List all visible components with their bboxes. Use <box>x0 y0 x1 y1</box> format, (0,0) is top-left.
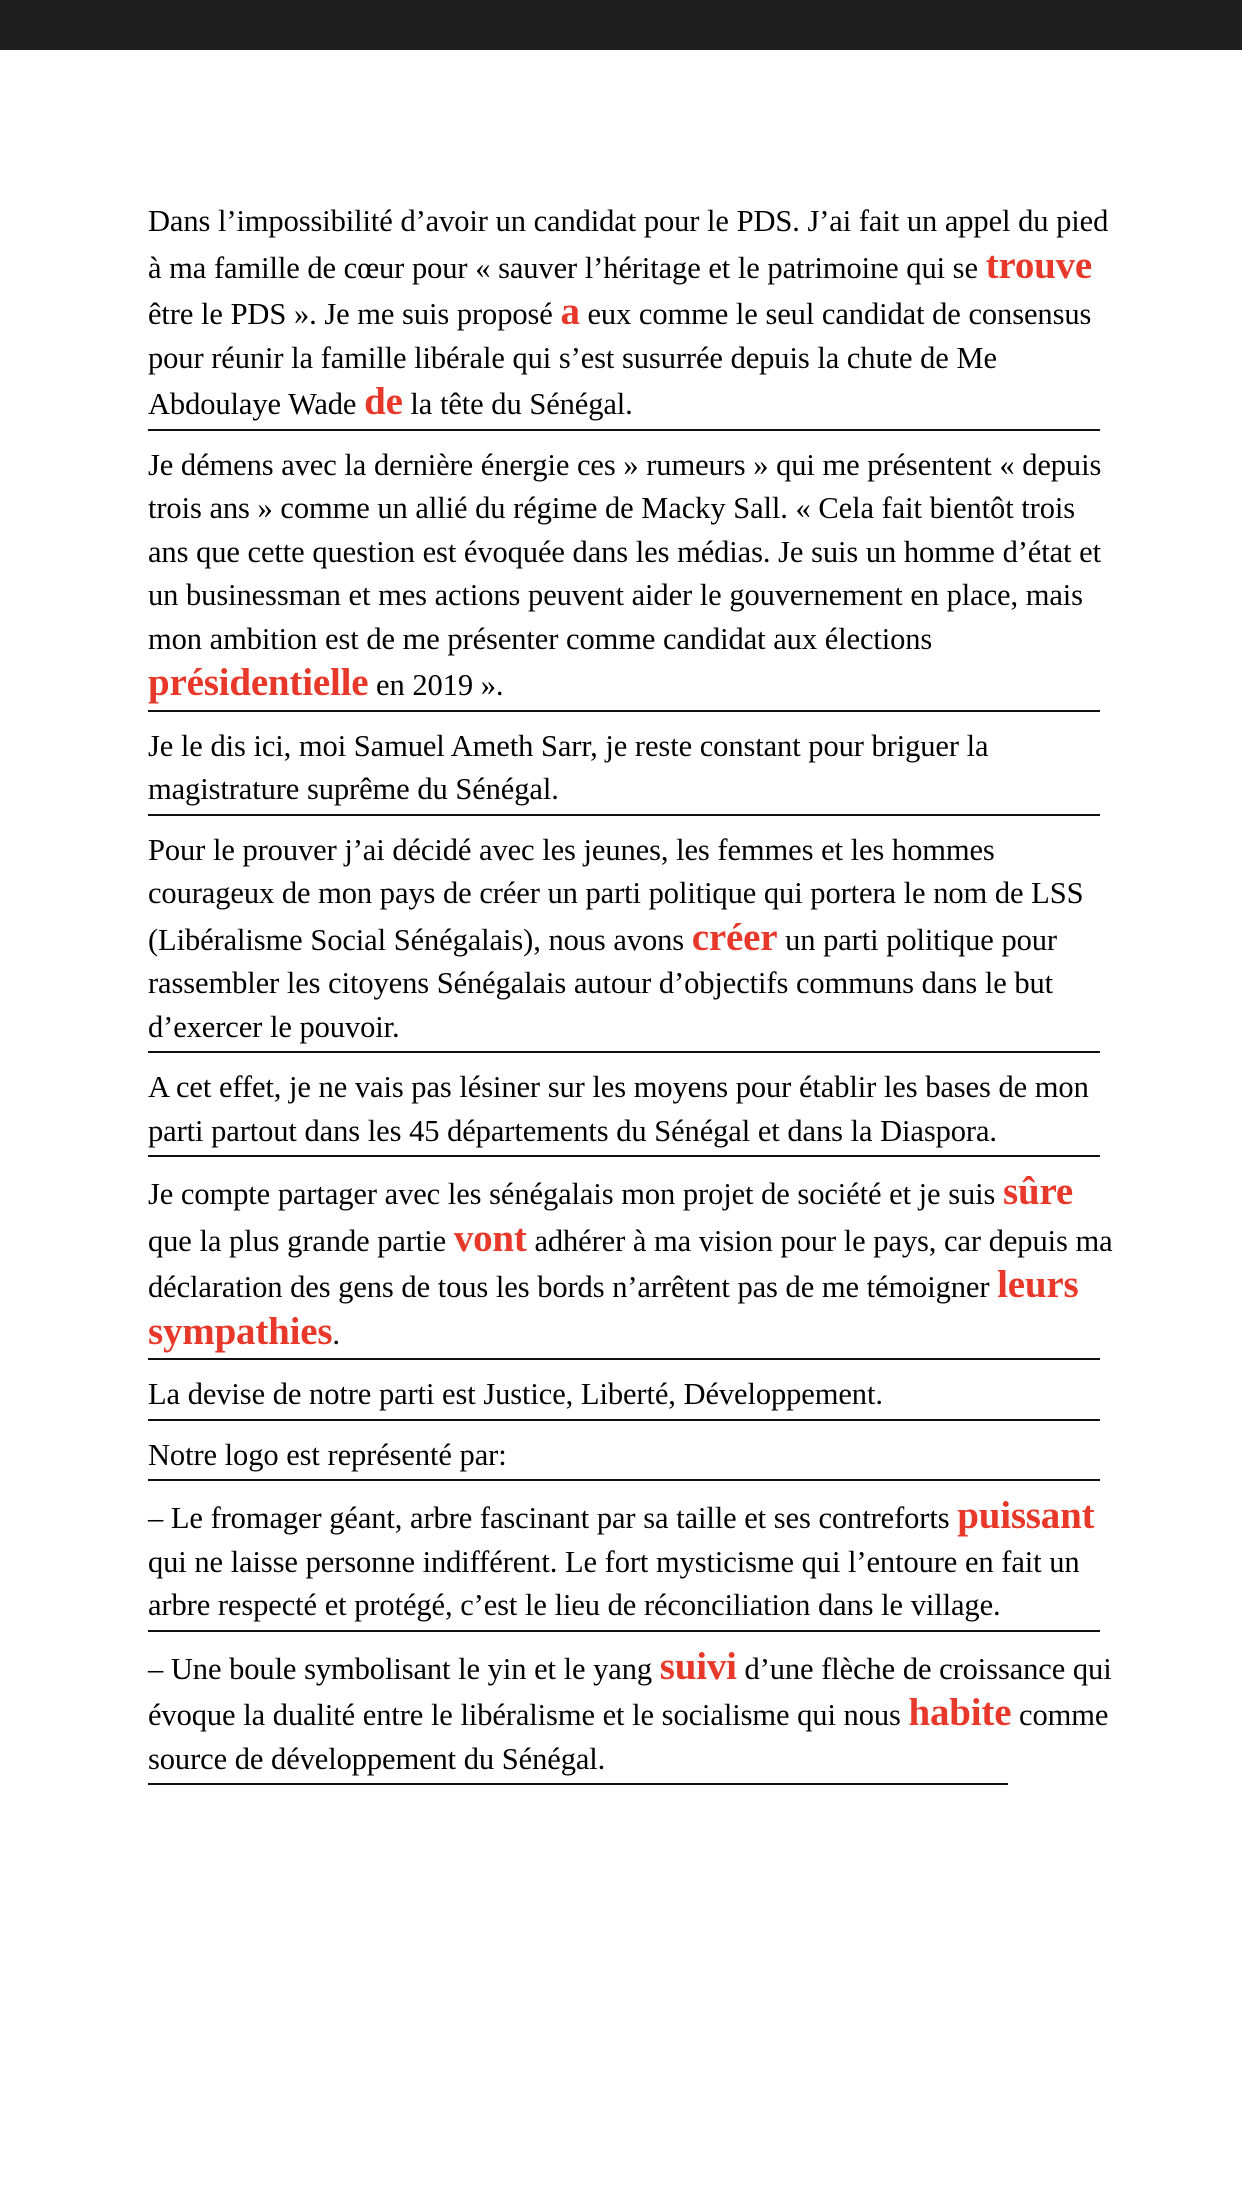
body-text-run: – Le fromager géant, arbre fascinant par sa taille et ses contreforts <box>148 1501 958 1535</box>
highlighted-word: de <box>364 380 403 423</box>
paragraph-p1 <box>148 200 1120 444</box>
paragraph-p2 <box>148 444 1120 725</box>
paragraph-p5 <box>148 1066 1120 1170</box>
body-text-run: la tête du Sénégal. <box>402 387 633 421</box>
body-text-run: que la plus grande partie <box>148 1223 454 1258</box>
highlighted-word: puissant <box>957 1494 1095 1537</box>
highlighted-word: habite <box>908 1691 1012 1734</box>
body-text-run: un parti politique pour rassembler les citoyens Sénégalais autour d’objectifs communs dans le but d’exercer le pouvoir. <box>148 922 1057 1044</box>
body-text-run: Pour le prouver j’ai décidé avec les jeunes, les femmes et les hommes courageux de mon pays de créer un parti politique qui portera le nom de LSS (Libéralisme Social Sénégalais), nous avons <box>148 832 1084 957</box>
body-text-run: Je démens avec la dernière énergie ces » rumeurs » qui me présentent « depuis trois ans » comme un allié du régime de Macky Sall. « Cela fait bientôt trois ans que cette question est évoquée dans les médias. Je suis un homme d’état et un businessman et mes actions peuvent aider le gouvernement en place, mais mon ambition est de me présenter comme candidat aux élections <box>148 447 1102 656</box>
paragraph-p8 <box>148 1434 1120 1495</box>
highlighted-word: a <box>560 290 580 333</box>
body-text-run: Notre logo est représenté par: <box>148 1437 507 1472</box>
highlighted-word: sûre <box>1003 1170 1073 1213</box>
paragraph-p6 <box>148 1170 1120 1373</box>
highlighted-word: créer <box>691 915 778 959</box>
paragraph-p10 <box>148 1645 1120 1799</box>
paragraph-divider <box>148 1051 1100 1053</box>
highlighted-word: trouve <box>985 243 1093 287</box>
paragraph-divider <box>148 1479 1100 1481</box>
body-text-run: Je compte partager avec les sénégalais mon projet de société et je suis <box>148 1177 1004 1211</box>
paragraph-divider <box>148 429 1100 431</box>
paragraph-divider <box>148 1783 1008 1785</box>
paragraph-p7 <box>148 1373 1120 1434</box>
status-bar <box>0 0 1242 50</box>
body-text-run: comme source de développement du Sénégal. <box>148 1698 1109 1776</box>
paragraph-divider <box>148 1419 1100 1421</box>
body-text-run: eux comme le seul candidat de consensus pour réunir la famille libérale qui s’est susurrée depuis la chute de Me Abdoulaye Wade <box>148 297 1092 421</box>
body-text-run: – Une boule symbolisant le yin et le yang <box>148 1651 660 1686</box>
body-text-run: qui ne laisse personne indifférent. Le fort mysticisme qui l’entoure en fait un arbre respecté et protégé, c’est le lieu de réconciliation dans le village. <box>148 1544 1080 1622</box>
body-text-run: . <box>332 1316 340 1351</box>
paragraph-p3 <box>148 725 1120 829</box>
body-text-run: d’une flèche de croissance qui évoque la dualité entre le libéralisme et le socialisme qui nous <box>148 1651 1112 1732</box>
paragraph-divider <box>148 1155 1100 1157</box>
body-text-run: Je le dis ici, moi Samuel Ameth Sarr, je reste constant pour briguer la magistrature suprême du Sénégal. <box>148 728 989 806</box>
paragraph-p4 <box>148 829 1120 1067</box>
article-body <box>0 50 1242 1798</box>
body-text-run: A cet effet, je ne vais pas lésiner sur les moyens pour établir les bases de mon parti partout dans les 45 départements du Sénégal et dans la Diaspora. <box>148 1070 1089 1148</box>
body-text-run: La devise de notre parti est Justice, Liberté, Développement. <box>148 1377 883 1411</box>
paragraph-divider <box>148 814 1100 816</box>
highlighted-word: vont <box>453 1216 527 1260</box>
paragraph-divider <box>148 1630 1100 1632</box>
body-text-run: en 2019 ». <box>368 668 504 702</box>
body-text-run: adhérer à ma vision pour le pays, car depuis ma déclaration des gens de tous les bords n’arrêtent pas de me témoigner <box>148 1223 1113 1304</box>
highlighted-word: leurs sympathies <box>148 1263 1079 1353</box>
highlighted-word: suivi <box>659 1644 737 1688</box>
highlighted-word: présidentielle <box>148 661 369 704</box>
body-text-run: Dans l’impossibilité d’avoir un candidat pour le PDS. J’ai fait un appel du pied à ma famille de cœur pour « sauver l’héritage et le patrimoine qui se <box>148 204 1109 285</box>
paragraph-divider <box>148 710 1100 712</box>
body-text-run: être le PDS ». Je me suis proposé <box>148 297 561 331</box>
paragraph-p9 <box>148 1494 1120 1645</box>
paragraph-divider <box>148 1358 1100 1360</box>
